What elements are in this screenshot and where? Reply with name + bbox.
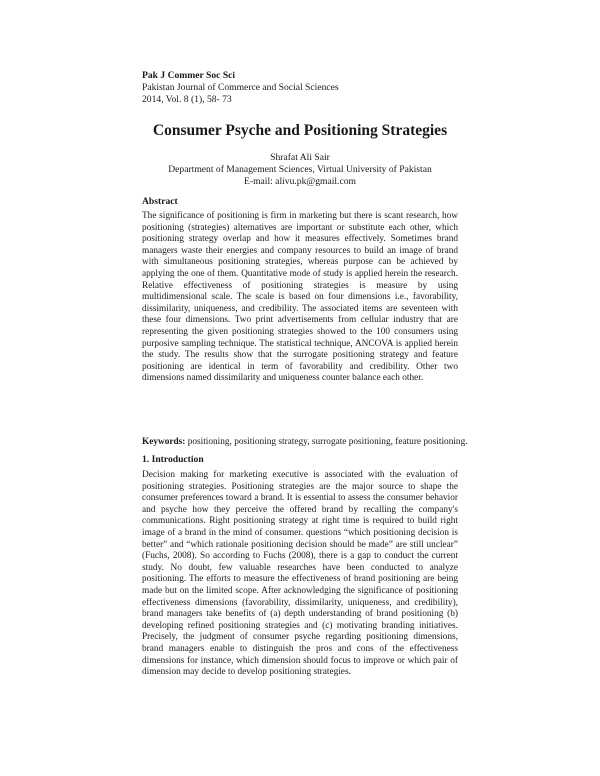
journal-header [142, 70, 339, 106]
volume-info: 2014, Vol. 8 (1), 58- 73 [142, 94, 232, 105]
author-affiliation: Department of Management Sciences, Virtual University of Pakistan [168, 164, 432, 175]
journal-full-name: Pakistan Journal of Commerce and Social Sciences [142, 82, 339, 93]
abstract-text: The significance of positioning is firm in marketing but there is scant research, how positioning (strategies) alternatives are important or substitute each other, which positioning strategy overlap and how it measures effectively. Sometimes brand managers waste their energies and company resources to build an image of brand with simultaneous positioning strategies, whereas purpose can be achieved by applying the one of them. Quantitative mode of study is applied herein the research. Relative effectiveness of positioning strategies is measure by using multidimensional scale. The scale is based on four dimensions i.e., favorability, dissimilarity, uniqueness, and credibility. The associated items are seventeen with these four dimensions. Two print advertisements from cellular industry that are representing the given positioning strategies showed to the 100 consumers using purposive sampling technique. The statistical technique, ANCOVA is applied herein the study. The results show that the surrogate positioning strategy and feature positioning are identical in term of favorability and credibility. Other two dimensions named dissimilarity and uniqueness counter balance each other. [142, 211, 458, 384]
introduction-text: Decision making for marketing executive is associated with the evaluation of positioning strategies. Positioning strategies are the major source to shape the consumer preferences toward a brand. It is essential to assess the consumer behavior and psyche how they perceive the offered brand by recalling the company's communications. Right positioning strategy at right time is required to build right image of a brand in the mind of consumer. questions “which positioning decision is better” and “which rationale positioning decision should be made” are still unclear” (Fuchs, 2008). So according to Fuchs (2008), there is a gap to conduct the current study. No doubt, few valuable researches have been conducted to analyze positioning. The efforts to measure the effectiveness of brand positioning are being made but on the limited scope. After acknowledging the significance of positioning effectiveness dimensions (favorability, dissimilarity, uniqueness, and credibility), brand managers take benefits of (a) depth understanding of brand positioning (b) developing refined positioning strategies and (c) motivating branding initiatives. Precisely, the judgment of consumer psyche regarding positioning dimensions, brand managers enable to distinguish the pros and cons of the effectiveness dimensions for instance, which dimension should focus to improve or which pair of dimension may decide to develop positioning strategies. [142, 470, 458, 678]
keywords-line [142, 437, 472, 449]
journal-abbrev: Pak J Commer Soc Sci [142, 70, 236, 81]
author-email: E-mail: alivu.pk@gmail.com [244, 176, 356, 187]
abstract-heading: Abstract [142, 196, 178, 207]
author-name: Shrafat Ali Sair [270, 152, 330, 163]
author-block [100, 152, 500, 188]
keywords-label: Keywords: [142, 437, 186, 447]
keywords-text: positioning, positioning strategy, surrogate positioning, feature positioning. [187, 437, 468, 447]
paper-title: Consumer Psyche and Positioning Strategies [152, 122, 448, 139]
introduction-heading: 1. Introduction [142, 454, 204, 465]
